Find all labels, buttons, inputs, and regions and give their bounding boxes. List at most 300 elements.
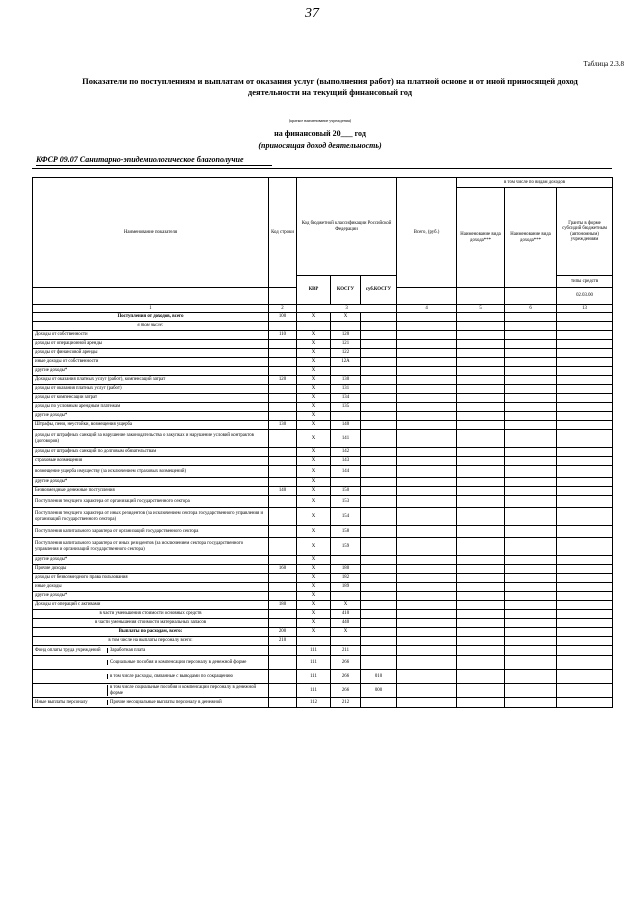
table-body	[33, 178, 613, 708]
kfsr-underline	[36, 165, 272, 166]
row-total	[397, 421, 457, 430]
row-code: 140	[269, 487, 297, 496]
row-total	[397, 430, 457, 448]
row-sub-kosgu	[361, 538, 397, 556]
row-total	[397, 574, 457, 583]
row-kvr: X	[297, 565, 331, 574]
row-total	[397, 478, 457, 487]
row-sub-kosgu	[361, 478, 397, 487]
row-code	[269, 394, 297, 403]
row-name: в том числе социальные пособия и компенсации персоналу в денежной форме	[110, 685, 257, 696]
row-name-cell	[33, 656, 269, 670]
row-kvr: 111	[297, 646, 331, 656]
table-row	[33, 487, 613, 496]
row-income-1	[457, 349, 505, 358]
row-name: другие доходы*	[33, 478, 269, 487]
row-name: Штрафы, пени, неустойки, возмещения ущерба	[33, 421, 269, 430]
row-income-2	[505, 496, 557, 508]
row-grants	[557, 430, 613, 448]
row-kosgu: 143	[331, 457, 361, 466]
row-income-2	[505, 637, 557, 646]
row-name: Выплаты по расходам, всего:	[33, 628, 269, 637]
row-total	[397, 628, 457, 637]
row-kosgu: 140	[331, 421, 361, 430]
row-kvr: 111	[297, 684, 331, 698]
row-kvr: X	[297, 574, 331, 583]
row-grants	[557, 684, 613, 698]
row-name: Поступления текущего характера от иных резидентов (за исключением сектора государственного управления и организаций государственного сектора)	[33, 508, 269, 526]
row-total	[397, 376, 457, 385]
row-name: в части уменьшения стоимости материальных запасов	[33, 619, 269, 628]
row-kosgu: 130	[331, 376, 361, 385]
row-sub-kosgu	[361, 496, 397, 508]
row-name: Доходы от операций с активами	[33, 601, 269, 610]
table-row	[33, 478, 613, 487]
table-row	[33, 628, 613, 637]
header-budget-code: Код бюджетной классификации Российской Федерации	[297, 178, 397, 276]
table-row	[33, 322, 613, 331]
row-name: Поступления капитального характера от организаций государственного сектора	[33, 526, 269, 538]
row-total	[397, 313, 457, 322]
row-kosgu: 142	[331, 448, 361, 457]
row-total	[397, 670, 457, 684]
row-sub-kosgu	[361, 403, 397, 412]
row-code: 210	[269, 637, 297, 646]
table-row	[33, 496, 613, 508]
row-grants	[557, 508, 613, 526]
row-income-1	[457, 466, 505, 478]
row-income-2	[505, 349, 557, 358]
row-kosgu: X	[331, 628, 361, 637]
row-kosgu: 135	[331, 403, 361, 412]
row-kosgu: 266	[331, 656, 361, 670]
row-code: 160	[269, 565, 297, 574]
row-name: Социальные пособия и компенсации персоналу в денежной форме	[110, 659, 247, 665]
row-sub-kosgu	[361, 322, 397, 331]
row-kosgu	[331, 592, 361, 601]
table-row	[33, 684, 613, 698]
row-total	[397, 466, 457, 478]
row-name-cell	[33, 684, 269, 698]
row-sub-kosgu	[361, 367, 397, 376]
row-name: доходы от штрафных санкций за нарушение законодательства о закупках и нарушение условий контрактов (договоров)	[33, 430, 269, 448]
row-name-cell	[33, 670, 269, 684]
row-name: возмещение ущерба имуществу (за исключением страховых возмещений)	[33, 466, 269, 478]
row-sub-kosgu	[361, 340, 397, 349]
row-income-2	[505, 656, 557, 670]
row-name: Доходы от оказания платных услуг (работ), компенсаций затрат	[33, 376, 269, 385]
row-name-cell	[33, 698, 269, 708]
row-grants	[557, 376, 613, 385]
row-kosgu: 154	[331, 508, 361, 526]
table-row	[33, 592, 613, 601]
row-grants	[557, 313, 613, 322]
row-sub-kosgu	[361, 574, 397, 583]
row-name-cell	[33, 646, 269, 656]
row-kvr: X	[297, 508, 331, 526]
row-grants	[557, 385, 613, 394]
col-num-13: 13	[557, 305, 613, 313]
row-total	[397, 331, 457, 340]
header-kvr: КВР	[297, 276, 331, 305]
row-kosgu: 180	[331, 565, 361, 574]
row-income-1	[457, 656, 505, 670]
row-total	[397, 448, 457, 457]
row-name: Прочие несоциальные выплаты персоналу в денежной	[110, 699, 222, 705]
row-income-1	[457, 637, 505, 646]
row-code	[269, 358, 297, 367]
row-sub-kosgu: 010	[361, 670, 397, 684]
row-kvr: X	[297, 478, 331, 487]
row-kosgu: 144	[331, 466, 361, 478]
row-name: Поступления от доходов, всего	[33, 313, 269, 322]
row-income-1	[457, 601, 505, 610]
row-kvr: 111	[297, 656, 331, 670]
row-income-1	[457, 670, 505, 684]
row-total	[397, 565, 457, 574]
row-sub-kosgu	[361, 457, 397, 466]
row-kvr: X	[297, 403, 331, 412]
title-line-1: Показатели по поступлениям и выплатам от оказания услуг (выполнения работ) на платной основе и от иной приносящей доход	[82, 76, 578, 86]
table-row	[33, 670, 613, 684]
row-kosgu: 131	[331, 385, 361, 394]
row-income-1	[457, 394, 505, 403]
row-kosgu: 134	[331, 394, 361, 403]
row-income-2	[505, 684, 557, 698]
row-income-2	[505, 394, 557, 403]
row-grants	[557, 601, 613, 610]
row-grants	[557, 358, 613, 367]
row-income-1	[457, 610, 505, 619]
row-income-2	[505, 385, 557, 394]
row-grants	[557, 478, 613, 487]
row-kvr: X	[297, 466, 331, 478]
table-row	[33, 610, 613, 619]
row-income-1	[457, 487, 505, 496]
row-total	[397, 556, 457, 565]
row-sub-kosgu	[361, 583, 397, 592]
row-grants	[557, 412, 613, 421]
row-total	[397, 367, 457, 376]
row-income-2	[505, 670, 557, 684]
row-income-1	[457, 684, 505, 698]
row-sub-kosgu	[361, 487, 397, 496]
row-sub-kosgu	[361, 610, 397, 619]
row-code	[269, 526, 297, 538]
row-name: доходы от компенсации затрат	[33, 394, 269, 403]
row-code	[269, 496, 297, 508]
page-number: 37	[305, 6, 319, 21]
row-kvr: X	[297, 358, 331, 367]
row-income-1	[457, 478, 505, 487]
table-row	[33, 466, 613, 478]
row-kvr: 111	[297, 670, 331, 684]
col-num-4: 4	[397, 305, 457, 313]
row-total	[397, 394, 457, 403]
row-grants	[557, 698, 613, 708]
row-income-2	[505, 583, 557, 592]
row-kvr: 112	[297, 698, 331, 708]
row-sub-kosgu	[361, 656, 397, 670]
row-name: другие доходы*	[33, 367, 269, 376]
row-income-2	[505, 556, 557, 565]
row-kvr: X	[297, 619, 331, 628]
row-grants	[557, 394, 613, 403]
header-grants: Гранты в форме субсидий бюджетным (автономным) учреждениям	[557, 188, 613, 276]
row-sub-kosgu	[361, 637, 397, 646]
row-code	[269, 592, 297, 601]
row-grants	[557, 457, 613, 466]
row-income-1	[457, 574, 505, 583]
table-row	[33, 619, 613, 628]
header-kosgu: КОСГУ	[331, 276, 361, 305]
row-total	[397, 487, 457, 496]
table-row	[33, 698, 613, 708]
row-total	[397, 403, 457, 412]
row-total	[397, 358, 457, 367]
row-kosgu: 141	[331, 430, 361, 448]
row-kosgu	[331, 478, 361, 487]
row-total	[397, 538, 457, 556]
row-income-1	[457, 538, 505, 556]
table-row	[33, 538, 613, 556]
row-sub-kosgu	[361, 556, 397, 565]
row-kosgu: 211	[331, 646, 361, 656]
table-row	[33, 430, 613, 448]
row-income-1	[457, 698, 505, 708]
expense-group-label	[33, 674, 108, 680]
row-code	[269, 684, 297, 698]
row-total	[397, 349, 457, 358]
row-grants	[557, 637, 613, 646]
row-name: Поступления текущего характера от организаций государственного сектора	[33, 496, 269, 508]
row-income-1	[457, 508, 505, 526]
row-sub-kosgu	[361, 628, 397, 637]
col-num-6: 6	[505, 305, 557, 313]
row-name: в том числе расходы, связанные с выводами по сокращению	[110, 673, 234, 679]
row-kvr: X	[297, 592, 331, 601]
row-name: доходы от безвозмездного права пользования	[33, 574, 269, 583]
expense-group-label: Фонд оплаты труда учреждений	[33, 648, 108, 654]
row-kosgu: 189	[331, 583, 361, 592]
row-kvr: X	[297, 457, 331, 466]
table-row	[33, 637, 613, 646]
row-income-1	[457, 340, 505, 349]
row-kvr: X	[297, 496, 331, 508]
row-total	[397, 496, 457, 508]
row-grants	[557, 331, 613, 340]
col-num-3: 3	[297, 305, 397, 313]
row-sub-kosgu	[361, 349, 397, 358]
row-kosgu: 122	[331, 349, 361, 358]
row-grants	[557, 448, 613, 457]
expense-group-label	[33, 660, 108, 666]
row-grants	[557, 628, 613, 637]
row-grants	[557, 592, 613, 601]
row-name: другие доходы*	[33, 556, 269, 565]
row-code	[269, 508, 297, 526]
row-income-2	[505, 619, 557, 628]
document-title	[40, 76, 620, 98]
row-income-2	[505, 340, 557, 349]
table-row	[33, 331, 613, 340]
row-sub-kosgu	[361, 448, 397, 457]
row-sub-kosgu: 000	[361, 684, 397, 698]
table-row	[33, 385, 613, 394]
row-sub-kosgu	[361, 565, 397, 574]
row-kvr	[297, 322, 331, 331]
row-income-2	[505, 358, 557, 367]
row-income-1	[457, 421, 505, 430]
row-grants	[557, 538, 613, 556]
row-code	[269, 367, 297, 376]
row-kosgu: 153	[331, 496, 361, 508]
row-name: доходы по условным арендным платежам	[33, 403, 269, 412]
row-kvr	[297, 637, 331, 646]
row-kvr: X	[297, 349, 331, 358]
row-income-1	[457, 556, 505, 565]
row-sub-kosgu	[361, 508, 397, 526]
row-total	[397, 619, 457, 628]
row-income-1	[457, 322, 505, 331]
row-income-2	[505, 574, 557, 583]
row-name: Прочие доходы	[33, 565, 269, 574]
row-kosgu: 120	[331, 331, 361, 340]
table-row	[33, 394, 613, 403]
row-kvr: X	[297, 385, 331, 394]
table-row	[33, 403, 613, 412]
header-name: Наименование показателя	[33, 178, 269, 288]
row-total	[397, 601, 457, 610]
row-sub-kosgu	[361, 385, 397, 394]
row-name: доходы от операционной аренды	[33, 340, 269, 349]
row-sub-kosgu	[361, 358, 397, 367]
row-income-1	[457, 385, 505, 394]
row-income-1	[457, 496, 505, 508]
row-grants	[557, 526, 613, 538]
row-code	[269, 448, 297, 457]
row-grants	[557, 349, 613, 358]
table-row	[33, 508, 613, 526]
row-kvr: X	[297, 412, 331, 421]
institution-caption: (краткое наименование учреждения)	[288, 118, 352, 123]
row-name: Безвозмездные денежные поступления	[33, 487, 269, 496]
row-income-2	[505, 421, 557, 430]
header-sub-kosgu: суб.КОСГУ	[361, 276, 397, 305]
row-name: Поступления капитального характера от иных резидентов (за исключением сектора государственного управления и организаций государственного сектора)	[33, 538, 269, 556]
row-income-2	[505, 610, 557, 619]
row-kosgu: 150	[331, 487, 361, 496]
row-name: доходы от штрафных санкций по долговым обязательствам	[33, 448, 269, 457]
row-name: в части уменьшения стоимости основных средств	[33, 610, 269, 619]
row-sub-kosgu	[361, 376, 397, 385]
row-income-2	[505, 313, 557, 322]
row-code	[269, 698, 297, 708]
row-kvr: X	[297, 376, 331, 385]
col-num-5: 5	[457, 305, 505, 313]
row-sub-kosgu	[361, 466, 397, 478]
row-total	[397, 592, 457, 601]
table-row	[33, 556, 613, 565]
row-grants	[557, 403, 613, 412]
row-income-2	[505, 601, 557, 610]
header-total: Всего, (руб.)	[397, 178, 457, 288]
row-total	[397, 656, 457, 670]
row-name: иные доходы от собственности	[33, 358, 269, 367]
row-income-2	[505, 448, 557, 457]
row-kvr: X	[297, 628, 331, 637]
row-kvr: X	[297, 394, 331, 403]
row-name: другие доходы*	[33, 592, 269, 601]
row-income-1	[457, 376, 505, 385]
row-kosgu: 12А	[331, 358, 361, 367]
row-code: 200	[269, 628, 297, 637]
row-kosgu	[331, 322, 361, 331]
row-code	[269, 412, 297, 421]
row-income-1	[457, 412, 505, 421]
row-name: Заработная плата	[110, 647, 146, 653]
row-income-2	[505, 526, 557, 538]
table-row	[33, 421, 613, 430]
table-row	[33, 656, 613, 670]
row-income-1	[457, 448, 505, 457]
row-total	[397, 508, 457, 526]
row-income-1	[457, 646, 505, 656]
row-name: другие доходы*	[33, 412, 269, 421]
table-number: Таблица 2.3.8	[583, 60, 624, 68]
row-income-2	[505, 628, 557, 637]
header-rule	[32, 168, 612, 169]
table-row	[33, 340, 613, 349]
row-total	[397, 340, 457, 349]
row-name: доходы от финансовой аренды	[33, 349, 269, 358]
row-code	[269, 403, 297, 412]
row-grants	[557, 656, 613, 670]
row-grants	[557, 466, 613, 478]
table-row	[33, 412, 613, 421]
activity-subtitle: (приносящая доход деятельность)	[258, 141, 382, 150]
row-code	[269, 457, 297, 466]
table-row	[33, 448, 613, 457]
row-kosgu: 159	[331, 538, 361, 556]
header-spacer-inc2	[505, 288, 557, 305]
row-income-2	[505, 466, 557, 478]
header-spacer-name	[33, 288, 269, 305]
row-income-2	[505, 478, 557, 487]
expense-group-label	[33, 685, 108, 696]
table-row	[33, 376, 613, 385]
row-income-2	[505, 403, 557, 412]
row-income-1	[457, 367, 505, 376]
table-row	[33, 457, 613, 466]
row-income-2	[505, 376, 557, 385]
row-kvr: X	[297, 430, 331, 448]
row-total	[397, 412, 457, 421]
row-income-2	[505, 538, 557, 556]
row-code	[269, 583, 297, 592]
row-code	[269, 322, 297, 331]
row-sub-kosgu	[361, 430, 397, 448]
row-code	[269, 349, 297, 358]
row-code	[269, 430, 297, 448]
title-line-2: деятельности на текущий финансовый год	[247, 87, 413, 97]
row-grants	[557, 367, 613, 376]
table-row	[33, 313, 613, 322]
table-row	[33, 358, 613, 367]
row-grants	[557, 322, 613, 331]
row-income-2	[505, 508, 557, 526]
row-grants	[557, 574, 613, 583]
